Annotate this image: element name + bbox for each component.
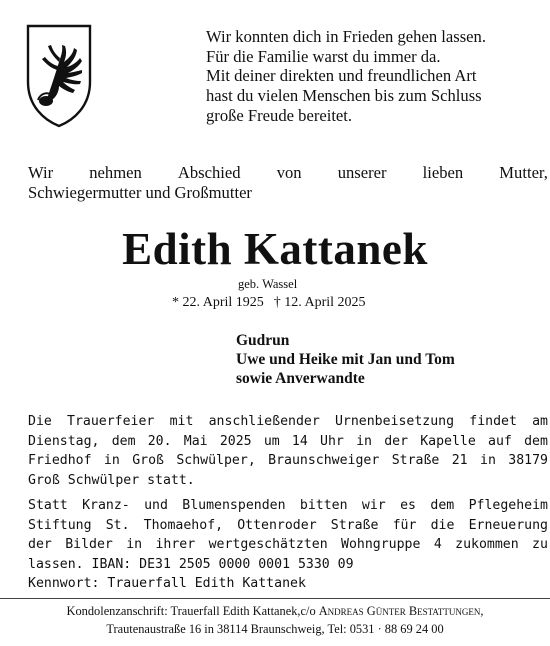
word: für [392, 517, 417, 533]
donation-line [28, 535, 548, 555]
word: mit [169, 414, 194, 429]
word: Straße [330, 517, 379, 533]
footer-prefix: Kondolenzanschrift: Trauerfall Edith Kattanek,c/o [66, 604, 319, 618]
word: Thomaehof, [143, 517, 224, 533]
mourners [236, 331, 455, 388]
intro-word: Abschied [177, 163, 241, 182]
word: Wohngruppe [341, 537, 421, 553]
funeral-line [28, 451, 548, 471]
mourner-line: sowie Anverwandte [236, 370, 365, 387]
intro-word: von [276, 163, 302, 182]
poem-line: Mit deiner direkten und freundlichen Art [206, 66, 477, 86]
word: dem [111, 433, 136, 449]
donation-line [28, 516, 548, 536]
poem-line: hast du vielen Menschen bis zum Schluss [206, 86, 482, 106]
word: zukommen [455, 537, 519, 553]
coat-of-arms-antler-icon [26, 24, 92, 128]
word: Urnenbeisetzung [334, 414, 455, 429]
word: 14 [291, 433, 308, 449]
keyword-line: Kennwort: Trauerfall Edith Kattanek [28, 576, 306, 592]
poem [206, 27, 546, 126]
donation-request [28, 496, 548, 594]
word: Mai [183, 433, 208, 449]
word: 38179 [508, 453, 548, 469]
word: bitten [299, 498, 348, 513]
word: 21 [451, 453, 468, 469]
word: auf [488, 433, 512, 449]
word: Uhr [320, 433, 344, 449]
word: dem [524, 433, 548, 449]
word: und [144, 498, 168, 513]
word: wir [361, 498, 386, 513]
intro-word: nehmen [89, 163, 142, 182]
word: am [532, 414, 548, 429]
word: in [480, 453, 496, 469]
word: Stiftung [28, 517, 92, 533]
iban-line: lassen. IBAN: DE31 2505 0000 0001 5330 09 [28, 556, 354, 572]
intro-word: Wir [28, 163, 54, 182]
poem-line: große Freude bereitet. [206, 105, 353, 125]
funeral-home-name: Andreas Günter Bestattungen, [318, 604, 484, 618]
birth-date: * 22. April 1925 [172, 295, 264, 310]
word: 2025 [219, 433, 252, 449]
word: Straße [391, 453, 440, 469]
deceased-name: Edith Kattanek [122, 224, 428, 274]
footer-line [0, 602, 550, 620]
word: Pflegeheim [468, 498, 548, 513]
word: Erneuerung [468, 517, 548, 533]
word: der [28, 537, 52, 553]
farewell-intro [28, 163, 548, 203]
mourner-line: Gudrun [236, 332, 290, 349]
footer-address: Trautenaustraße 16 in 38114 Braunschweig, Tel: 0531 · 88 69 24 00 [106, 622, 444, 636]
word: Kranz- [82, 498, 130, 513]
word: 4 [433, 537, 442, 553]
word: Ottenroder [237, 517, 317, 533]
mourner-line: Uwe und Heike mit Jan und Tom [236, 351, 455, 368]
word: dem [430, 498, 455, 513]
funeral-line [28, 412, 548, 432]
word: in [126, 537, 143, 553]
condolence-address [0, 602, 550, 638]
word: es [400, 498, 416, 513]
word: Braunschweiger [268, 453, 380, 469]
poem-line: Wir konnten dich in Frieden gehen lassen. [206, 27, 486, 46]
word: Blumenspenden [182, 498, 286, 513]
poem-line: Für die Familie warst du immer da. [206, 46, 441, 66]
word: Dienstag, [28, 433, 100, 449]
life-dates [172, 294, 366, 312]
intro-word: lieben [422, 163, 464, 182]
word: Groß [132, 453, 164, 469]
word: Statt [28, 498, 68, 513]
intro-word: Mutter, [499, 163, 548, 182]
funeral-details [28, 412, 548, 490]
word: St. [105, 517, 130, 533]
word: Schwülper, [176, 453, 256, 469]
funeral-line [28, 432, 548, 452]
intro-line [28, 163, 548, 183]
divider [0, 598, 550, 599]
word: in [103, 453, 120, 469]
word: Trauerfeier [67, 414, 155, 429]
word: Bilder [65, 537, 113, 553]
word: der [384, 433, 409, 449]
word: wertgeschätzten [208, 537, 328, 553]
intro-line: Schwiegermutter und Großmutter [28, 183, 252, 202]
word: anschließender [208, 414, 320, 429]
birth-name: geb. Wassel [238, 277, 298, 291]
death-date: † 12. April 2025 [273, 295, 366, 310]
word: findet [469, 414, 517, 429]
funeral-line: Groß Schwülper statt. [28, 472, 195, 488]
intro-word: unserer [337, 163, 387, 182]
donation-line [28, 496, 548, 516]
word: Friedhof [28, 453, 92, 469]
word: Kapelle [420, 433, 476, 449]
word: ihrer [155, 537, 196, 553]
word: die [430, 517, 455, 533]
word: Die [28, 414, 52, 429]
word: 20. [147, 433, 172, 449]
word: in [356, 433, 372, 449]
word: zu [532, 537, 548, 553]
word: um [263, 433, 280, 449]
